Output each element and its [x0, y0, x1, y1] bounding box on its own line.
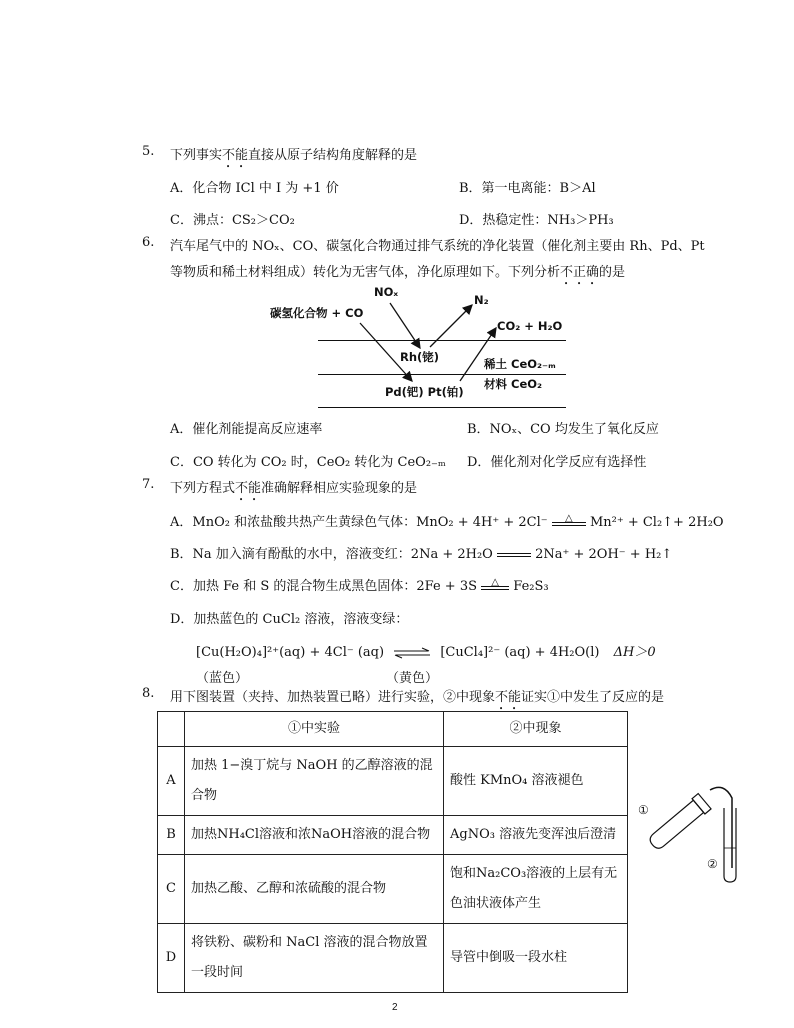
table-row	[158, 747, 628, 816]
tube-2-label: ②	[707, 857, 718, 871]
diagram-rh-label: Rh(铑)	[400, 350, 440, 364]
q7-number: 7.	[142, 477, 155, 492]
diagram-products-label: CO₂ + H₂O	[497, 319, 563, 333]
observation-cell: 饱和Na₂CO₃溶液的上层有无色油状液体产生	[444, 855, 628, 924]
table-header-cell: ①中实验	[185, 712, 444, 747]
diagram-n2-label: N₂	[474, 293, 489, 307]
q5-stem: 下列事实不能直接从原子结构角度解释的是	[170, 148, 418, 163]
q6-stem-line1: 汽车尾气中的 NOₓ、CO、碳氢化合物通过排气系统的净化装置（催化剂主要由 Rh、Pd、Pt	[170, 239, 705, 254]
arrow-rh-to-n2	[430, 305, 472, 347]
diagram-nox-label: NOₓ	[374, 285, 399, 299]
experiment-cell: 加热 1−溴丁烷与 NaOH 的乙醇溶液的混合物	[185, 747, 444, 816]
observation-cell: 导管中倒吸一段水柱	[444, 924, 628, 993]
experiment-table	[157, 711, 628, 993]
delivery-tube	[710, 787, 732, 868]
q7-option-c: C．加热 Fe 和 S 的混合物生成黑色固体：2Fe + 3S △ Fe₂S₃	[170, 577, 549, 594]
diagram-rare-earth-label: 稀土 CeO₂₋ₘ	[484, 357, 556, 371]
table-row	[158, 816, 628, 855]
q6-option-c: C．CO 转化为 CO₂ 时，CeO₂ 转化为 CeO₂₋ₘ	[170, 455, 446, 470]
equals-sign	[497, 553, 531, 557]
q5-option-d: D．热稳定性：NH₃＞PH₃	[459, 213, 614, 228]
experiment-cell: 加热NH₄Cl溶液和浓NaOH溶液的混合物	[185, 816, 444, 855]
observation-cell: 酸性 KMnO₄ 溶液褪色	[444, 747, 628, 816]
row-label: C	[158, 855, 185, 924]
row-label: D	[158, 924, 185, 993]
experiment-cell: 加热乙酸、乙醇和浓硫酸的混合物	[185, 855, 444, 924]
q5-number: 5.	[142, 144, 155, 159]
q8-number: 8.	[142, 686, 155, 701]
q6-option-d: D．催化剂对化学反应有选择性	[467, 455, 647, 470]
apparatus-diagram	[632, 776, 752, 886]
test-tube-2-icon	[724, 808, 736, 882]
q7-option-b: B．Na 加入滴有酚酞的水中，溶液变红：2Na + 2H₂O 2Na⁺ + 2OH⁻ + H₂↑	[170, 547, 673, 562]
q6-option-a: A．催化剂能提高反应速率	[170, 422, 323, 437]
table-row	[158, 855, 628, 924]
blue-color-note: （蓝色）	[196, 671, 249, 686]
diagram-reactant-label: 碳氢化合物 + CO	[270, 306, 364, 320]
row-label: A	[158, 747, 185, 816]
arrow-nox-to-rh	[390, 303, 420, 348]
q5-option-a: A．化合物 ICl 中 I 为 +1 价	[170, 181, 339, 196]
q6-option-b: B．NOₓ、CO 均发生了氧化反应	[467, 422, 659, 437]
experiment-cell: 将铁粉、碳粉和 NaCl 溶液的混合物放置一段时间	[185, 924, 444, 993]
table-header-row	[158, 712, 628, 747]
q6-number: 6.	[142, 235, 155, 250]
q6-stem-line2: 等物质和稀土材料组成）转化为无害气体，净化原理如下。下列分析不正确的是	[170, 265, 626, 280]
table-header-cell: ②中现象	[444, 712, 628, 747]
arrow-pdpt-to-products	[460, 328, 496, 381]
q7-option-d: D．加热蓝色的 CuCl₂ 溶液，溶液变绿：	[170, 612, 409, 627]
table-row	[158, 924, 628, 993]
test-tube-1-icon	[646, 794, 711, 853]
q5-option-b: B．第一电离能：B＞Al	[459, 181, 596, 196]
page-number: 2	[392, 1002, 398, 1013]
q5-option-c: C．沸点：CS₂＞CO₂	[170, 213, 295, 228]
tube-1-label: ①	[638, 803, 649, 817]
diagram-pdpt-label: Pd(钯) Pt(铂)	[385, 385, 464, 399]
equilibrium-arrow-icon	[392, 647, 432, 659]
q8-stem: 用下图装置（夹持、加热装置已略）进行实验，②中现象不能证实①中发生了反应的是	[170, 690, 665, 705]
q7-d-equation: [Cu(H₂O)₄]²⁺(aq) + 4Cl⁻ (aq) [CuCl₄]²⁻ (aq) + 4H₂O(l) ΔH＞0	[196, 645, 656, 660]
row-label: B	[158, 816, 185, 855]
yellow-color-note: （黄色）	[386, 671, 439, 686]
observation-cell: AgNO₃ 溶液先变浑浊后澄清	[444, 816, 628, 855]
diagram-material-label: 材料 CeO₂	[484, 377, 543, 391]
q7-stem: 下列方程式不能准确解释相应实验现象的是	[170, 481, 418, 496]
q7-option-a: A．MnO₂ 和浓盐酸共热产生黄绿色气体：MnO₂ + 4H⁺ + 2Cl⁻ △ Mn²⁺ + Cl₂↑+ 2H₂O	[170, 513, 724, 530]
table-header-cell	[158, 712, 185, 747]
